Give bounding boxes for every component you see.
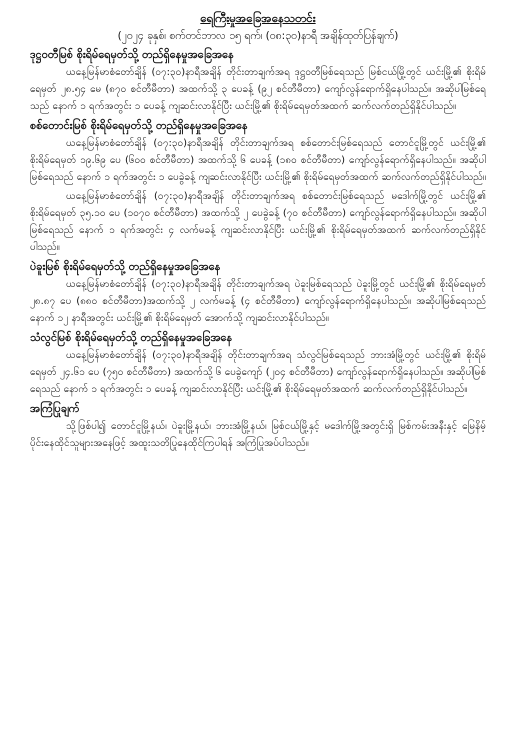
section-heading: သံလွင်မြစ် စိုးရိမ်ရေမှတ်သို့ တည်ရှိနေမှုအခြေအနေ <box>30 331 233 344</box>
document-title: ရေကြီးမှုအခြေအနေသတင်း <box>200 11 316 25</box>
section-heading: ပဲခူးမြစ် စိုးရိမ်ရေမှတ်သို့ တည်ရှိနေမှုအခြေအနေ <box>30 260 221 273</box>
section-ditawaddy <box>30 46 486 115</box>
section-heading: စစ်တောင်းမြစ် စိုးရိမ်ရေမှတ်သို့ တည်ရှိနေမှုအခြေအနေ <box>30 119 248 132</box>
section-paragraph: ယနေ့မြန်မာစံတော်ချိန် (၀၇:၃၀)နာရီအချိန် တိုင်းတာချက်အရ ပဲခူးမြစ်ရေသည် ပဲခူးမြို့တွင် ယင်းမြို့၏ စိုးရိမ်ရေမှတ် ၂၈.၈၇ ပေ (၈၈၀ စင်တီမီတာ)အထက်သို့ ၂ လက်မခန့် (၄ စင်တီမီတာ) ကျော်လွန်ရောက်ရှိနေပါသည်။ အဆိုပါမြစ်ရေသည် နောက် ၁၂ နာရီအတွင်း ယင်းမြို့၏ စိုးရိမ်ရေမှတ် အောက်သို့ ကျဆင်းလာနိုင်ပါသည်။ <box>30 279 486 324</box>
section-paragraph: ယနေ့မြန်မာစံတော်ချိန် (၀၇:၃၀)နာရီအချိန် တိုင်းတာချက်အရ သံလွင်မြစ်ရေသည် ဘားအံမြို့တွင် ယင်းမြို့၏ စိုးရိမ်ရေမှတ် ၂၄.၆၁ ပေ (၇၅၀ စင်တီမီတာ) အထက်သို့ ၆ ပေခွဲကျော် (၂၀၄ စင်တီမီတာ) ကျော်လွန်ရောက်ရှိနေပါသည်။ အဆိုပါမြစ်ရေသည် နောက် ၁ ရက်အတွင်း ၁ ပေခန့် ကျဆင်းလာနိုင်ပြီး ယင်းမြို့၏ စိုးရိမ်ရေမှတ်အထက် ဆက်လက်တည်ရှိနိုင်ပါသည်။ <box>30 350 486 395</box>
section-heading: အကြံပြုချက် <box>30 402 80 415</box>
section-bago <box>30 258 486 327</box>
document-subtitle: (၂၀၂၄ ခုနှစ်၊ စက်တင်ဘာလ ၁၅ ရက်၊ (၀၈:၃၀)နာရီ အချိန်ထုတ်ပြန်ချက်) <box>117 30 399 42</box>
section-thanlwin <box>30 329 486 398</box>
section-sittaung <box>30 117 486 256</box>
section-paragraph: ယနေ့မြန်မာစံတော်ချိန် (၀၇:၃၀)နာရီအချိန် တိုင်းတာချက်အရ ဒုဋ္ဌဝတီမြစ်ရေသည် မြစ်ငယ်မြို့တွင် ယင်းမြို့၏ စိုးရိမ်ရေမှတ် ၂၈.၅၄ မေ (၈၇၀ စင်တီမီတာ) အထက်သို့ ၃ ပေခန့် (၉၂ စင်တီမီတာ) ကျော်လွန်ရောက်ရှိနေပါသည်။ အဆိုပါမြစ်ရေသည် နောက် ၁ ရက်အတွင်း ၁ ပေခန့် ကျဆင်းလာနိုင်ပြီး ယင်းမြို့၏ စိုးရိမ်ရေမှတ်အထက် ဆက်လက်တည်ရှိနိုင်ပါသည်။ <box>30 67 486 112</box>
section-paragraph: ယနေ့မြန်မာစံတော်ချိန် (၀၇:၃၀)နာရီအချိန် တိုင်းတာချက်အရ စစ်တောင်းမြစ်ရေသည် မဒေါက်မြို့တွင် ယင်းမြို့၏ စိုးရိမ်ရေမှတ် ၃၅.၁၀ ပေ (၁၀၇၀ စင်တီမီတာ) အထက်သို့ ၂ ပေခွဲခန့် (၇၀ စင်တီမီတာ) ကျော်လွန်ရောက်ရှိနေပါသည်။ အဆိုပါမြစ်ရေသည် နောက် ၁ ရက်အတွင်း ၄ လက်မခန့် ကျဆင်းလာနိုင်ပြီး ယင်းမြို့၏ စိုးရိမ်ရေမှတ်အထက် ဆက်လက်တည်ရှိနိုင်ပါသည်။ <box>30 191 486 253</box>
section-recommendation <box>30 400 486 452</box>
section-heading: ဒုဋ္ဌဝတီမြစ် စိုးရိမ်ရေမှတ်သို့ တည်ရှိနေမှုအခြေအနေ <box>30 48 234 61</box>
section-paragraph: ယနေ့မြန်မာစံတော်ချိန် (၀၇:၃၀)နာရီအချိန် တိုင်းတာချက်အရ စစ်တောင်းမြစ်ရေသည် တောင်ငူမြို့တွင် ယင်းမြို့၏ စိုးရိမ်ရေမှတ် ၁၉.၆၉ ပေ (၆၀၀ စင်တီမီတာ) အထက်သို့ ၆ ပေခန့် (၁၈၀ စင်တီမီတာ) ကျော်လွန်ရောက်ရှိနေပါသည်။ အဆိုပါမြစ်ရေသည် နောက် ၁ ရက်အတွင်း ၁ ပေခွဲခန့် ကျဆင်းလာနိုင်ပြီး ယင်းမြို့၏ စိုးရိမ်ရေမှတ်အထက် ဆက်လက်တည်ရှိနိုင်ပါသည်။ <box>30 138 486 183</box>
section-paragraph: သို့ဖြစ်ပါ၍ တောင်ငူမြို့နယ်၊ ပဲခူးမြို့နယ်၊ ဘားအံမြို့နယ်၊ မြစ်ငယ်မြို့နှင့် မဒေါက်မြို့အတွင်းရှိ မြစ်ကမ်းအနီးနှင့် မြေနိမ့်ပိုင်းနေထိုင်သူများအနေဖြင့် အထူးသတိပြုနေထိုင်ကြပါရန် အကြံပြုအပ်ပါသည်။ <box>30 421 486 449</box>
